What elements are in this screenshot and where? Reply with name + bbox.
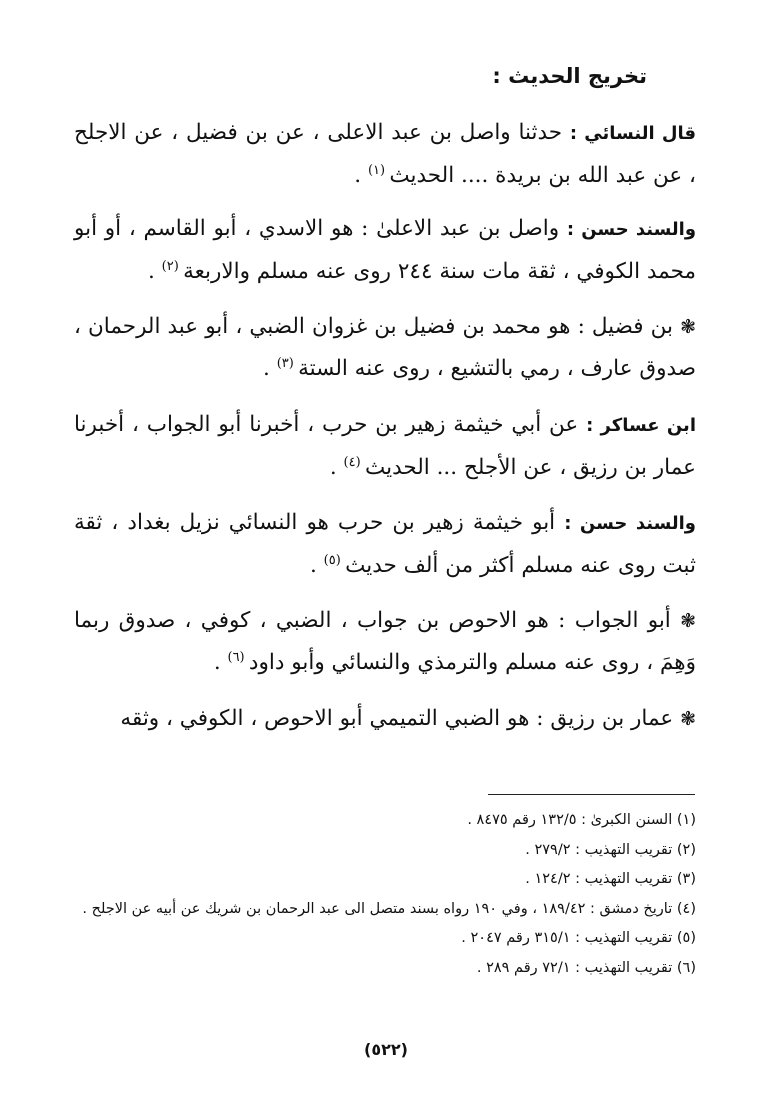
- paragraph-text: أبو خيثمة زهير بن حرب هو النسائي نزيل بغداد ، ثقة ثبت روى عنه مسلم أكثر من ألف حديث: [74, 510, 696, 578]
- footnote-3: (٣) تقريب التهذيب : ١٢٤/٢ .: [525, 871, 696, 887]
- paragraph-ibn-fudayl: [74, 306, 696, 390]
- paragraph-isnad-hasan-1: [74, 208, 696, 293]
- footnote-2: (٢) تقريب التهذيب : ٢٧٩/٢ .: [525, 841, 696, 858]
- paragraph-tail: .: [147, 259, 162, 284]
- paragraph-nasai: [74, 112, 696, 197]
- paragraph-abu-al-jawab: [74, 600, 696, 684]
- footnote-separator: [488, 794, 695, 795]
- footnotes: [74, 806, 696, 983]
- paragraph-tail: .: [354, 163, 368, 188]
- paragraph-text: حدثنا واصل بن عبد الاعلى ، عن بن فضيل ، عن الاجلح ، عن عبد الله بن بريدة .... الحديث: [74, 120, 696, 188]
- paragraph-tail: .: [310, 553, 324, 578]
- page-number: (٥٢٢): [364, 1040, 408, 1059]
- footnote-ref[interactable]: (٤): [343, 454, 361, 470]
- footnote-ref[interactable]: (١): [367, 162, 386, 178]
- paragraph-isnad-hasan-2: [74, 502, 696, 587]
- paragraph-tail: .: [213, 650, 228, 675]
- footnote-4: (٤) تاريخ دمشق : ١٨٩/٤٢ ، وفي ١٩٠ رواه بسند متصل الى عبد الرحمان بن شريك عن أبيه عن الاجلح .: [82, 900, 696, 917]
- paragraph-ammar-ibn-ruzayq: [74, 698, 696, 740]
- footnote-ref[interactable]: (٣): [276, 355, 294, 371]
- paragraph-lead: ابن عساكر :: [586, 415, 696, 436]
- paragraph-text: عن أبي خيثمة زهير بن حرب ، أخبرنا أبو الجواب ، أخبرنا عمار بن رزيق ، عن الأجلح ... الحديث: [74, 412, 696, 480]
- paragraph-ibn-asakir: [74, 404, 696, 489]
- footnote-1: (١) السنن الكبرىٰ : ١٣٢/٥ رقم ٨٤٧٥ .: [467, 812, 696, 828]
- paragraph-text: أبو الجواب : هو الاحوص بن جواب ، الضبي ، كوفي ، صدوق ربما وَهِمَ ، روى عنه مسلم والترمذي والنسائي وأبو داود: [74, 608, 696, 675]
- paragraph-lead: قال النسائي :: [569, 123, 697, 144]
- footnote-ref[interactable]: (٥): [323, 552, 341, 568]
- footnote-5: (٥) تقريب التهذيب : ٣١٥/١ رقم ٢٠٤٧ .: [461, 930, 696, 946]
- paragraph-text: بن فضيل : هو محمد بن فضيل بن غزوان الضبي ، أبو عبد الرحمان ، صدوق عارف ، رمي بالتشيع ، روى عنه الستة: [74, 314, 696, 381]
- paragraph-tail: .: [329, 455, 344, 480]
- star-bullet-icon: ❃: [680, 316, 696, 338]
- footnote-6: (٦) تقريب التهذيب : ٧٢/١ رقم ٢٨٩ .: [476, 959, 696, 976]
- star-bullet-icon: ❃: [680, 708, 696, 730]
- paragraph-text: عمار بن رزيق : هو الضبي التميمي أبو الاحوص ، الكوفي ، وثقه: [120, 706, 681, 731]
- star-bullet-icon: ❃: [680, 610, 696, 632]
- paragraph-text: واصل بن عبد الاعلىٰ : هو الاسدي ، أبو القاسم ، أو أبو محمد الكوفي ، ثقة مات سنة ٢٤٤ روى عنه مسلم والاربعة: [74, 216, 696, 284]
- paragraph-lead: والسند حسن :: [564, 513, 696, 534]
- footnote-ref[interactable]: (٦): [227, 649, 245, 665]
- paragraph-lead: والسند حسن :: [566, 219, 697, 240]
- paragraph-tail: .: [263, 356, 277, 381]
- section-heading: تخريج الحديث :: [492, 64, 647, 88]
- footnote-ref[interactable]: (٢): [161, 258, 179, 274]
